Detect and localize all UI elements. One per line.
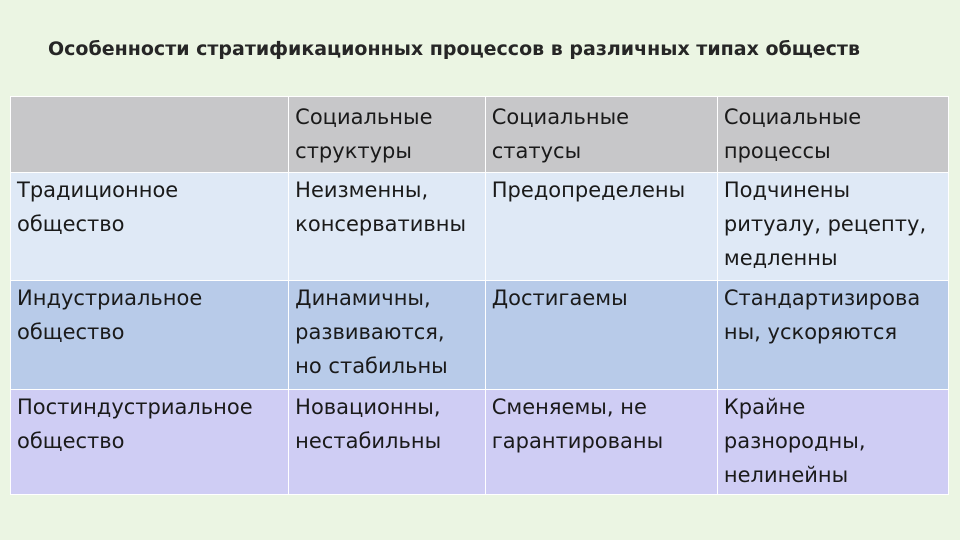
comparison-table bbox=[10, 96, 949, 495]
structures-cell: Неизменны, консервативны bbox=[289, 173, 486, 281]
processes-cell: Подчинены ритуалу, рецепту, медленны bbox=[717, 173, 948, 281]
row-label-cell: Индустриальное общество bbox=[11, 281, 289, 390]
table-row-traditional bbox=[11, 173, 949, 281]
header-cell-social-structures: Социальные структуры bbox=[289, 97, 486, 173]
statuses-cell: Сменяемы, не гарантированы bbox=[485, 390, 717, 495]
processes-cell: Стандартизирова ны, ускоряются bbox=[717, 281, 948, 390]
header-cell-social-processes: Социальные процессы bbox=[717, 97, 948, 173]
header-cell-empty bbox=[11, 97, 289, 173]
table-header-row bbox=[11, 97, 949, 173]
row-label-cell: Постиндустриальное общество bbox=[11, 390, 289, 495]
row-label-cell: Традиционное общество bbox=[11, 173, 289, 281]
table-row-postindustrial bbox=[11, 390, 949, 495]
table-row-industrial bbox=[11, 281, 949, 390]
header-cell-social-statuses: Социальные статусы bbox=[485, 97, 717, 173]
processes-cell: Крайне разнородны, нелинейны bbox=[717, 390, 948, 495]
statuses-cell: Достигаемы bbox=[485, 281, 717, 390]
statuses-cell: Предопределены bbox=[485, 173, 717, 281]
structures-cell: Новационны, нестабильны bbox=[289, 390, 486, 495]
structures-cell: Динамичны, развиваются, но стабильны bbox=[289, 281, 486, 390]
slide-title: Особенности стратификационных процессов в различных типах обществ bbox=[48, 38, 860, 60]
